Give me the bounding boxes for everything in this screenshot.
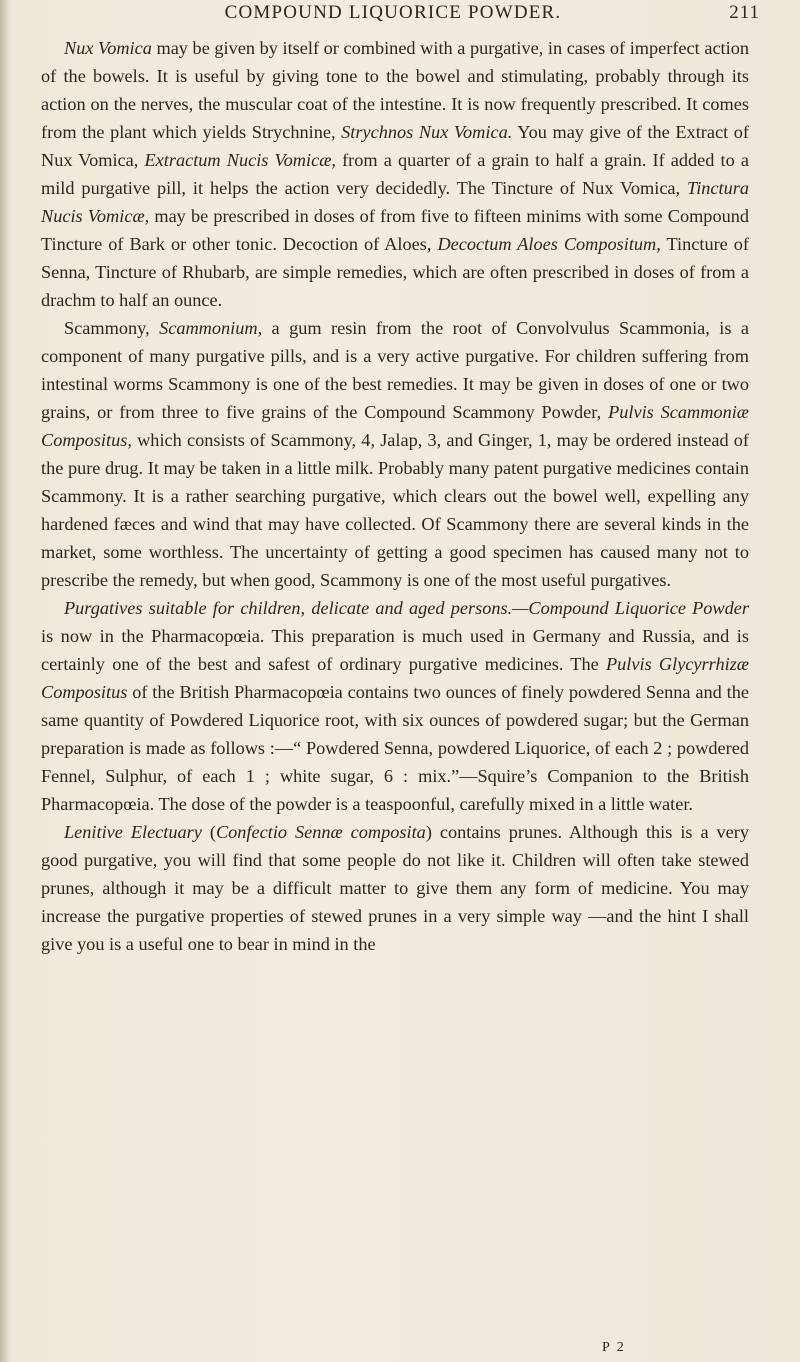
italic-text-run: Purgatives suitable for children, delicate and aged persons.—Compound Liquorice Powder: [64, 598, 749, 618]
italic-text-run: Strychnos Nux Vomica.: [341, 122, 513, 142]
page-number: 211: [729, 2, 760, 23]
paragraph-scammony: [41, 314, 749, 594]
paragraph-lenitive-electuary: [41, 818, 749, 958]
italic-text-run: Pulvis Scammoniæ Compositus,: [41, 402, 749, 450]
italic-text-run: Extractum Nucis Vomicæ,: [144, 150, 336, 170]
text-run: Scammony,: [64, 318, 160, 338]
text-run: (: [201, 822, 216, 842]
text-run: You may give of the Extract of Nux Vomica,: [41, 122, 749, 170]
italic-text-run: Confectio Sennæ composita: [215, 822, 426, 842]
text-run: may be given by itself or combined with a purgative, in cases of imperfect action of the bowels. It is useful by giving tone to the bowel and stimulating, probably through its action on the nerves, the muscular coat of the intestine. It is now frequently prescribed. It comes from the plant which yields Strychnine,: [41, 38, 749, 142]
paragraph-nux-vomica: [41, 34, 749, 314]
italic-text-run: Tinctura Nucis Vomicæ,: [41, 178, 749, 226]
text-run: Tincture of Senna, Tincture of Rhubarb, are simple remedies, which are often prescribed in doses of from a drachm to half an ounce.: [41, 234, 750, 310]
text-run: which consists of Scammony, 4, Jalap, 3, and Ginger, 1, may be ordered instead of the pure drug. It may be taken in a little milk. Probably many patent purgative medicines contain Scammony. It is a rather searching purgative, which clears out the bowel well, expelling any hardened fæces and wind that may have collected. Of Scammony there are several kinds in the market, some worthless. The uncertainty of getting a good specimen has caused many not to prescribe the remedy, but when good, Scammony is one of the most useful purgatives.: [41, 430, 749, 590]
italic-text-run: Scammonium,: [159, 318, 263, 338]
italic-text-run: Decoctum Aloes Compositum,: [437, 234, 661, 254]
italic-text-run: Pulvis Glycyrrhizæ Compositus: [41, 654, 749, 702]
text-run: is now in the Pharmacopœia. This preparation is much used in Germany and Russia, and is certainly one of the best and safest of ordinary purgative medicines. The: [41, 626, 749, 674]
signature-mark: P 2: [602, 1340, 626, 1355]
text-run: from a quarter of a grain to half a grain. If added to a mild purgative pill, it helps the action very decidedly. The Tincture of Nux Vomica,: [41, 150, 750, 198]
gutter-shadow: [0, 0, 10, 1362]
body-text: [41, 34, 749, 958]
running-head: COMPOUND LIQUORICE POWDER.: [224, 2, 562, 23]
italic-text-run: Lenitive Electuary: [64, 822, 202, 842]
text-run: may be prescribed in doses of from five to fifteen minims with some Compound Tincture of Bark or other tonic. Decoction of Aloes,: [41, 206, 750, 254]
text-run: of the British Pharmacopœia contains two ounces of finely powdered Senna and the same quantity of Powdered Liquorice root, with six ounces of powdered sugar; but the German preparation is made as follows :—“ Powdered Senna, powdered Liquorice, of each 2 ; powdered Fennel, Sulphur, of each 1 ; white sugar, 6 : mix.”—Squire’s Companion to the British Pharmacopœia. The dose of the powder is a teaspoonful, carefully mixed in a little water.: [41, 682, 749, 814]
text-run: a gum resin from the root of Convolvulus Scammonia, is a component of many purgative pills, and is a very active purgative. For children suffering from intestinal worms Scammony is one of the best remedies. It may be given in doses of one or two grains, or from three to five grains of the Compound Scammony Powder,: [41, 318, 750, 422]
italic-text-run: Nux Vomica: [64, 38, 152, 58]
text-run: ) contains prunes. Although this is a very good purgative, you will find that some people do not like it. Children will often take stewed prunes, although it may be a difficult matter to give them any form of medicine. You may increase the purgative properties of stewed prunes in a very simple way —and the hint I shall give you is a useful one to bear in mind in the: [41, 822, 749, 954]
page-header: [38, 2, 760, 32]
paragraph-purgatives-for-children: [41, 594, 749, 818]
